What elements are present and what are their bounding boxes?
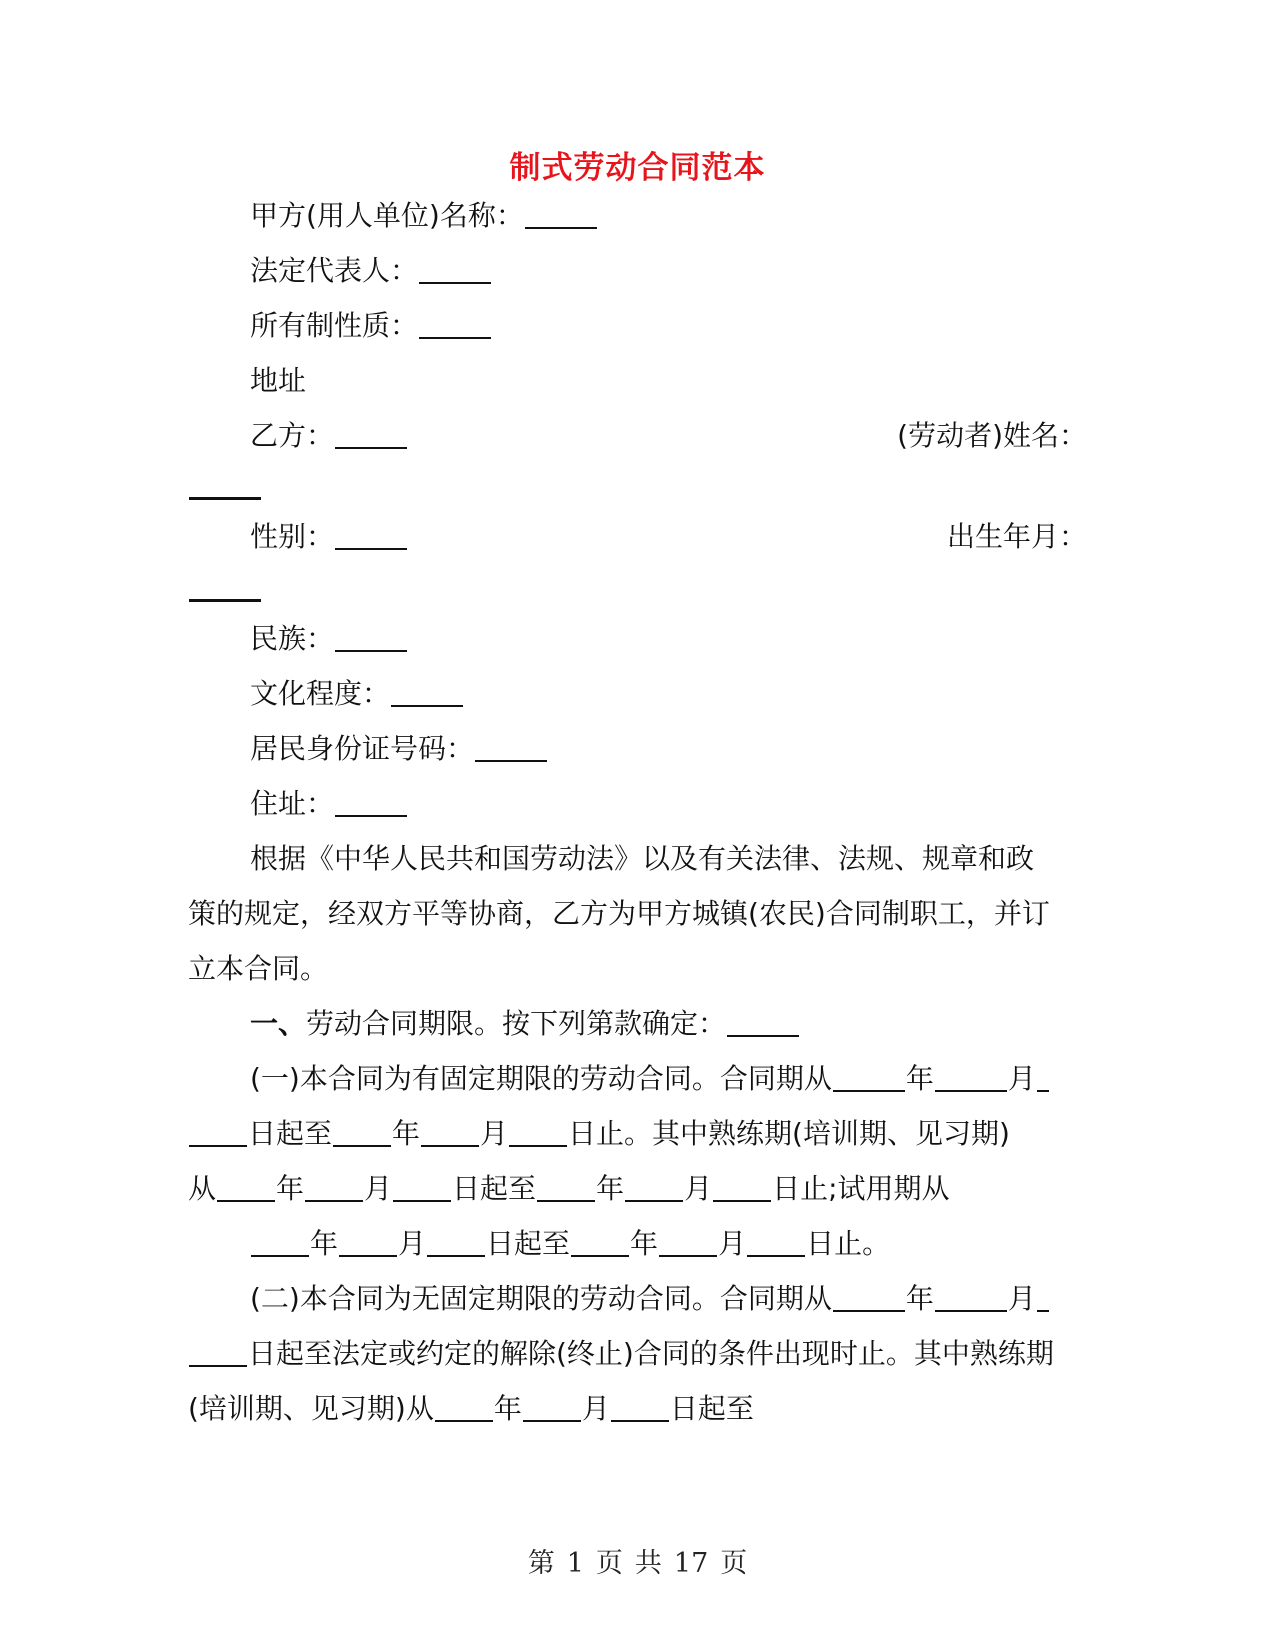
from-label: 从	[188, 1172, 217, 1205]
year-label: 年	[905, 1282, 934, 1315]
residence-field	[250, 784, 408, 824]
ownership-label: 所有制性质：	[250, 309, 419, 342]
open-term-line-3	[188, 1389, 754, 1429]
day-end-label: 日止。	[806, 1227, 891, 1260]
section-1-heading-text: 劳动合同期限。按下列第款确定：	[306, 1007, 727, 1040]
day-from-label: 日起至	[248, 1117, 333, 1150]
day-from-label: 日起至	[486, 1227, 571, 1260]
blank-line	[611, 1420, 669, 1422]
open-term-intro: (二)本合同为无固定期限的劳动合同。合同期从	[250, 1282, 832, 1315]
birth-date-label: 出生年月：	[946, 520, 1087, 553]
blank-line	[435, 1420, 493, 1422]
party-b-field	[250, 416, 408, 456]
day-from-label: 日起至	[452, 1172, 537, 1205]
blank-line	[935, 1310, 1007, 1312]
blank-line	[335, 548, 407, 550]
fixed-term-line-3	[188, 1169, 950, 1209]
blank-line	[339, 1255, 397, 1257]
year-label: 年	[905, 1062, 934, 1095]
party-a-name-field	[250, 196, 598, 236]
day-end-probation-label: 日止。其中熟练期(培训期、见习期)	[568, 1117, 1010, 1150]
day-end-trial-label: 日止;试用期从	[772, 1172, 950, 1205]
current-page-number: 1	[566, 1548, 584, 1579]
training-from-label: (培训期、见习期)从	[188, 1392, 434, 1425]
blank-line	[571, 1255, 629, 1257]
blank-line	[335, 447, 407, 449]
id-number-field	[250, 729, 548, 769]
year-label: 年	[310, 1227, 339, 1260]
blank-line	[305, 1200, 363, 1202]
footer-page-word: 页	[595, 1548, 623, 1579]
month-label: 月	[718, 1227, 747, 1260]
page-footer	[0, 1546, 1275, 1582]
month-label: 月	[581, 1392, 610, 1425]
blank-line	[189, 1365, 247, 1367]
blank-line	[335, 815, 407, 817]
month-label: 月	[398, 1227, 427, 1260]
id-number-label: 居民身份证号码：	[250, 732, 475, 765]
fixed-term-line-2	[188, 1114, 1010, 1154]
year-label: 年	[392, 1117, 421, 1150]
open-term-condition: 日起至法定或约定的解除(终止)合同的条件出现时止。其中熟练期	[248, 1337, 1054, 1370]
gender-field	[250, 517, 408, 557]
blank-line	[251, 1255, 309, 1257]
preamble-line-2: 策的规定，经双方平等协商，乙方为甲方城镇(农民)合同制职工，并订	[188, 897, 1050, 930]
blank-line	[393, 1200, 451, 1202]
blank-line	[335, 650, 407, 652]
blank-line	[659, 1255, 717, 1257]
fixed-term-line-4	[250, 1224, 890, 1264]
ownership-field	[250, 306, 492, 346]
month-label: 月	[1007, 1062, 1036, 1095]
party-a-name-label: 甲方(用人单位)名称：	[250, 199, 524, 232]
gender-label: 性别：	[250, 520, 335, 553]
blank-line	[525, 227, 597, 229]
open-term-line-2	[188, 1334, 1054, 1374]
blank-line	[1037, 1090, 1049, 1092]
address-field	[250, 361, 306, 401]
fixed-term-intro: (一)本合同为有固定期限的劳动合同。合同期从	[250, 1062, 832, 1095]
blank-line	[935, 1090, 1007, 1092]
blank-line	[217, 1200, 275, 1202]
year-label: 年	[630, 1227, 659, 1260]
year-label: 年	[493, 1392, 522, 1425]
month-label: 月	[364, 1172, 393, 1205]
month-label: 月	[684, 1172, 713, 1205]
education-label: 文化程度：	[250, 677, 391, 710]
blank-line	[833, 1310, 905, 1312]
blank-line	[523, 1420, 581, 1422]
month-label: 月	[480, 1117, 509, 1150]
blank-line	[509, 1145, 567, 1147]
worker-name-blank	[189, 497, 261, 500]
blank-line	[833, 1090, 905, 1092]
year-label: 年	[596, 1172, 625, 1205]
footer-suffix: 页	[720, 1548, 748, 1579]
ethnicity-field	[250, 619, 408, 659]
blank-line	[333, 1145, 391, 1147]
blank-line	[419, 282, 491, 284]
address-label: 地址	[250, 364, 307, 397]
legal-representative-field	[250, 251, 492, 291]
day-from-label: 日起至	[669, 1392, 754, 1425]
blank-line	[727, 1035, 799, 1037]
page-title: 制式劳动合同范本	[509, 150, 766, 186]
month-label: 月	[1007, 1282, 1036, 1315]
footer-total-prefix: 共	[634, 1548, 662, 1579]
blank-line	[419, 337, 491, 339]
fixed-term-line-1	[250, 1059, 1050, 1099]
blank-line	[189, 1145, 247, 1147]
year-label: 年	[276, 1172, 305, 1205]
blank-line	[537, 1200, 595, 1202]
blank-line	[421, 1145, 479, 1147]
residence-label: 住址：	[250, 787, 335, 820]
party-b-label: 乙方：	[250, 419, 335, 452]
blank-line	[391, 705, 463, 707]
birth-date-blank	[189, 599, 261, 602]
preamble-line-1: 根据《中华人民共和国劳动法》以及有关法律、法规、规章和政	[250, 842, 1035, 875]
open-term-line-1	[250, 1279, 1050, 1319]
footer-prefix: 第	[527, 1548, 555, 1579]
blank-line	[475, 760, 547, 762]
blank-line	[625, 1200, 683, 1202]
blank-line	[427, 1255, 485, 1257]
education-field	[250, 674, 464, 714]
preamble-line-3: 立本合同。	[188, 952, 329, 985]
worker-name-label: (劳动者)姓名：	[897, 419, 1087, 452]
blank-line	[713, 1200, 771, 1202]
total-pages: 17	[673, 1548, 709, 1579]
legal-representative-label: 法定代表人：	[250, 254, 419, 287]
section-1-heading	[250, 1004, 800, 1044]
blank-line	[1037, 1310, 1049, 1312]
blank-line	[747, 1255, 805, 1257]
section-1-number: 一、	[250, 1007, 307, 1040]
ethnicity-label: 民族：	[250, 622, 335, 655]
